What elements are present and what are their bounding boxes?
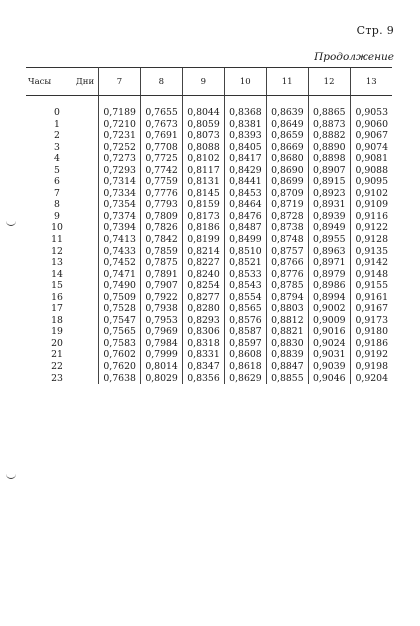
value-cell: 0,7433 xyxy=(103,245,136,257)
value-cell: 0,7842 xyxy=(140,234,182,246)
value-cell: 0,8565 xyxy=(224,303,266,315)
value-cell: 0,9088 xyxy=(350,165,392,177)
table-row xyxy=(26,361,392,373)
value-cell: 0,8915 xyxy=(308,176,350,188)
value-cell: 0,8393 xyxy=(224,130,266,142)
value-cell: 0,7759 xyxy=(140,176,182,188)
value-cell: 0,9128 xyxy=(350,234,392,246)
value-cell: 0,9198 xyxy=(350,361,392,373)
header-row xyxy=(26,68,392,96)
value-cell: 0,7452 xyxy=(103,257,136,269)
table-row xyxy=(26,269,392,281)
column-header-days: Дни xyxy=(72,68,99,96)
value-cell: 0,8499 xyxy=(224,234,266,246)
value-cell: 0,8487 xyxy=(224,222,266,234)
value-cell: 0,8521 xyxy=(224,257,266,269)
value-cell: 0,8059 xyxy=(182,119,224,131)
value-cell: 0,7413 xyxy=(103,234,136,246)
value-cell: 0,8159 xyxy=(182,199,224,211)
value-cell: 0,8839 xyxy=(266,349,308,361)
value-cell: 0,8847 xyxy=(266,361,308,373)
value-cell: 0,9060 xyxy=(350,119,392,131)
value-cell: 0,8453 xyxy=(224,188,266,200)
column-header-day-11: 11 xyxy=(266,68,308,96)
value-cell: 0,8597 xyxy=(224,338,266,350)
value-cell: 0,8173 xyxy=(182,211,224,223)
value-cell: 0,8280 xyxy=(182,303,224,315)
value-cell: 0,8356 xyxy=(182,373,224,385)
value-cell: 0,9046 xyxy=(308,373,350,385)
value-cell: 0,9067 xyxy=(350,130,392,142)
value-cell: 0,8680 xyxy=(266,153,308,165)
table-row xyxy=(26,142,392,154)
value-cell: 0,8618 xyxy=(224,361,266,373)
hour-cell: 8 xyxy=(26,199,99,211)
value-cell: 0,9186 xyxy=(350,338,392,350)
value-cell: 0,8639 xyxy=(266,96,308,119)
value-cell: 0,9116 xyxy=(350,211,392,223)
table-row xyxy=(26,246,392,258)
value-cell: 0,8794 xyxy=(266,292,308,304)
value-cell: 0,8131 xyxy=(182,176,224,188)
value-cell: 0,9039 xyxy=(308,361,350,373)
table-row xyxy=(26,130,392,142)
value-cell: 0,7826 xyxy=(140,222,182,234)
value-cell: 0,9002 xyxy=(308,303,350,315)
value-cell: 0,8709 xyxy=(266,188,308,200)
value-cell: 0,7673 xyxy=(140,119,182,131)
value-cell: 0,8690 xyxy=(266,165,308,177)
value-cell: 0,7509 xyxy=(103,291,136,303)
value-cell: 0,8441 xyxy=(224,176,266,188)
value-cell: 0,9148 xyxy=(350,269,392,281)
value-cell: 0,9009 xyxy=(308,315,350,327)
value-cell: 0,7907 xyxy=(140,280,182,292)
coefficient-table-container xyxy=(26,67,392,384)
value-cell: 0,9204 xyxy=(350,373,392,385)
hour-cell: 23 xyxy=(26,373,99,385)
table-row xyxy=(26,188,392,200)
value-cell: 0,8939 xyxy=(308,211,350,223)
value-cell: 0,8659 xyxy=(266,130,308,142)
value-cell: 0,8318 xyxy=(182,338,224,350)
hour-cell: 12 xyxy=(26,246,99,258)
value-cell: 0,9074 xyxy=(350,142,392,154)
value-cell: 0,9167 xyxy=(350,303,392,315)
value-cell: 0,8029 xyxy=(140,373,182,385)
table-row xyxy=(26,257,392,269)
value-cell: 0,8979 xyxy=(308,269,350,281)
value-cell: 0,8417 xyxy=(224,153,266,165)
value-cell: 0,7638 xyxy=(103,372,136,384)
table-row xyxy=(26,349,392,361)
value-cell: 0,7354 xyxy=(103,199,136,211)
value-cell: 0,9180 xyxy=(350,326,392,338)
value-cell: 0,7809 xyxy=(140,211,182,223)
value-cell: 0,7394 xyxy=(103,222,136,234)
value-cell: 0,8955 xyxy=(308,234,350,246)
hour-cell: 10 xyxy=(26,222,99,234)
value-cell: 0,9122 xyxy=(350,222,392,234)
table-row xyxy=(26,119,392,131)
value-cell: 0,7984 xyxy=(140,338,182,350)
hour-cell: 15 xyxy=(26,280,99,292)
value-cell: 0,8429 xyxy=(224,165,266,177)
value-cell: 0,8873 xyxy=(308,119,350,131)
value-cell: 0,8748 xyxy=(266,234,308,246)
value-cell: 0,7891 xyxy=(140,269,182,281)
value-cell: 0,8971 xyxy=(308,257,350,269)
value-cell: 0,7776 xyxy=(140,188,182,200)
value-cell: 0,8830 xyxy=(266,338,308,350)
value-cell: 0,7999 xyxy=(140,349,182,361)
value-cell: 0,7793 xyxy=(140,199,182,211)
binding-mark-upper xyxy=(6,221,16,226)
value-cell: 0,8776 xyxy=(266,269,308,281)
hour-cell: 22 xyxy=(26,361,99,373)
value-cell: 0,8347 xyxy=(182,361,224,373)
column-header-day-7: 7 xyxy=(99,68,141,96)
column-header-day-12: 12 xyxy=(308,68,350,96)
value-cell: 0,8738 xyxy=(266,222,308,234)
coefficient-table xyxy=(26,67,392,384)
value-cell: 0,7655 xyxy=(140,96,182,119)
value-cell: 0,9192 xyxy=(350,349,392,361)
table-row xyxy=(26,292,392,304)
hour-cell: 9 xyxy=(26,211,99,223)
value-cell: 0,9109 xyxy=(350,199,392,211)
value-cell: 0,7602 xyxy=(103,349,136,361)
hour-cell: 4 xyxy=(26,153,99,165)
hour-cell: 14 xyxy=(26,269,99,281)
column-header-day-10: 10 xyxy=(224,68,266,96)
hour-cell: 0 xyxy=(26,96,99,119)
value-cell: 0,8757 xyxy=(266,246,308,258)
value-cell: 0,8649 xyxy=(266,119,308,131)
value-cell: 0,8405 xyxy=(224,142,266,154)
table-body xyxy=(26,96,392,385)
binding-mark-lower xyxy=(6,474,16,479)
value-cell: 0,8543 xyxy=(224,280,266,292)
value-cell: 0,8464 xyxy=(224,199,266,211)
value-cell: 0,8145 xyxy=(182,188,224,200)
value-cell: 0,7583 xyxy=(103,337,136,349)
value-cell: 0,8227 xyxy=(182,257,224,269)
value-cell: 0,8785 xyxy=(266,280,308,292)
value-cell: 0,7708 xyxy=(140,142,182,154)
value-cell: 0,7490 xyxy=(103,280,136,292)
value-cell: 0,9095 xyxy=(350,176,392,188)
value-cell: 0,8931 xyxy=(308,199,350,211)
value-cell: 0,8186 xyxy=(182,222,224,234)
value-cell: 0,8812 xyxy=(266,315,308,327)
value-cell: 0,8803 xyxy=(266,303,308,315)
table-row xyxy=(26,280,392,292)
hour-cell: 21 xyxy=(26,349,99,361)
hour-cell: 1 xyxy=(26,119,99,131)
value-cell: 0,7859 xyxy=(140,246,182,258)
value-cell: 0,8576 xyxy=(224,315,266,327)
hour-cell: 11 xyxy=(26,234,99,246)
table-header xyxy=(26,68,392,96)
value-cell: 0,9024 xyxy=(308,338,350,350)
value-cell: 0,8865 xyxy=(308,96,350,119)
value-cell: 0,8293 xyxy=(182,315,224,327)
value-cell: 0,8855 xyxy=(266,373,308,385)
value-cell: 0,8277 xyxy=(182,292,224,304)
continuation-label: Продолжение xyxy=(314,51,394,63)
value-cell: 0,9161 xyxy=(350,292,392,304)
value-cell: 0,8898 xyxy=(308,153,350,165)
hour-cell: 19 xyxy=(26,326,99,338)
column-header-day-8: 8 xyxy=(140,68,182,96)
value-cell: 0,8949 xyxy=(308,222,350,234)
value-cell: 0,8102 xyxy=(182,153,224,165)
value-cell: 0,7922 xyxy=(140,292,182,304)
value-cell: 0,8766 xyxy=(266,257,308,269)
value-cell: 0,8923 xyxy=(308,188,350,200)
value-cell: 0,7471 xyxy=(103,268,136,280)
value-cell: 0,8986 xyxy=(308,280,350,292)
table-row xyxy=(26,153,392,165)
value-cell: 0,7725 xyxy=(140,153,182,165)
table-row xyxy=(26,303,392,315)
value-cell: 0,7231 xyxy=(103,130,136,142)
value-cell: 0,8669 xyxy=(266,142,308,154)
value-cell: 0,9102 xyxy=(350,188,392,200)
value-cell: 0,8306 xyxy=(182,326,224,338)
value-cell: 0,7314 xyxy=(103,176,136,188)
value-cell: 0,8476 xyxy=(224,211,266,223)
table-row xyxy=(26,199,392,211)
page-number: Стр. 9 xyxy=(356,24,394,37)
value-cell: 0,7691 xyxy=(140,130,182,142)
table-row xyxy=(26,211,392,223)
value-cell: 0,8510 xyxy=(224,246,266,258)
value-cell: 0,8719 xyxy=(266,199,308,211)
hour-cell: 20 xyxy=(26,338,99,350)
value-cell: 0,8214 xyxy=(182,246,224,258)
hour-cell: 17 xyxy=(26,303,99,315)
value-cell: 0,8381 xyxy=(224,119,266,131)
value-cell: 0,9016 xyxy=(308,326,350,338)
value-cell: 0,8073 xyxy=(182,130,224,142)
value-cell: 0,8533 xyxy=(224,269,266,281)
value-cell: 0,8088 xyxy=(182,142,224,154)
value-cell: 0,9053 xyxy=(350,96,392,119)
value-cell: 0,9081 xyxy=(350,153,392,165)
value-cell: 0,9031 xyxy=(308,349,350,361)
value-cell: 0,7189 xyxy=(103,107,136,118)
hour-cell: 16 xyxy=(26,292,99,304)
value-cell: 0,8014 xyxy=(140,361,182,373)
value-cell: 0,8963 xyxy=(308,246,350,258)
column-header-day-9: 9 xyxy=(182,68,224,96)
hour-cell: 7 xyxy=(26,188,99,200)
value-cell: 0,9135 xyxy=(350,246,392,258)
hour-cell: 5 xyxy=(26,165,99,177)
value-cell: 0,8240 xyxy=(182,269,224,281)
value-cell: 0,7547 xyxy=(103,314,136,326)
table-row xyxy=(26,165,392,177)
value-cell: 0,8117 xyxy=(182,165,224,177)
value-cell: 0,8587 xyxy=(224,326,266,338)
value-cell: 0,7969 xyxy=(140,326,182,338)
value-cell: 0,7334 xyxy=(103,187,136,199)
table-row xyxy=(26,373,392,385)
value-cell: 0,7528 xyxy=(103,303,136,315)
table-row xyxy=(26,96,392,119)
value-cell: 0,8728 xyxy=(266,211,308,223)
hour-cell: 6 xyxy=(26,176,99,188)
value-cell: 0,8254 xyxy=(182,280,224,292)
hour-cell: 18 xyxy=(26,315,99,327)
value-cell: 0,8331 xyxy=(182,349,224,361)
value-cell: 0,7374 xyxy=(103,210,136,222)
value-cell: 0,7742 xyxy=(140,165,182,177)
value-cell: 0,9155 xyxy=(350,280,392,292)
value-cell: 0,7210 xyxy=(103,118,136,130)
value-cell: 0,8368 xyxy=(224,96,266,119)
table-row xyxy=(26,338,392,350)
value-cell: 0,8699 xyxy=(266,176,308,188)
value-cell: 0,8044 xyxy=(182,96,224,119)
column-header-hours: Часы xyxy=(26,68,72,96)
value-cell: 0,7875 xyxy=(140,257,182,269)
hour-cell: 2 xyxy=(26,130,99,142)
hour-cell: 13 xyxy=(26,257,99,269)
value-cell: 0,8608 xyxy=(224,349,266,361)
value-cell: 0,7565 xyxy=(103,326,136,338)
value-cell: 0,8882 xyxy=(308,130,350,142)
value-cell: 0,8890 xyxy=(308,142,350,154)
value-cell: 0,7273 xyxy=(103,153,136,165)
value-cell: 0,8554 xyxy=(224,292,266,304)
table-row xyxy=(26,176,392,188)
value-cell: 0,7293 xyxy=(103,164,136,176)
value-cell: 0,8821 xyxy=(266,326,308,338)
value-cell: 0,8907 xyxy=(308,165,350,177)
value-cell: 0,9173 xyxy=(350,315,392,327)
table-row xyxy=(26,315,392,327)
table-row xyxy=(26,222,392,234)
value-cell: 0,8199 xyxy=(182,234,224,246)
value-cell: 0,8629 xyxy=(224,373,266,385)
column-header-day-13: 13 xyxy=(350,68,392,96)
hour-cell: 3 xyxy=(26,142,99,154)
table-row xyxy=(26,326,392,338)
value-cell: 0,7620 xyxy=(103,361,136,373)
value-cell: 0,8994 xyxy=(308,292,350,304)
value-cell: 0,7938 xyxy=(140,303,182,315)
value-cell: 0,9142 xyxy=(350,257,392,269)
table-row xyxy=(26,234,392,246)
value-cell: 0,7953 xyxy=(140,315,182,327)
value-cell: 0,7252 xyxy=(103,141,136,153)
